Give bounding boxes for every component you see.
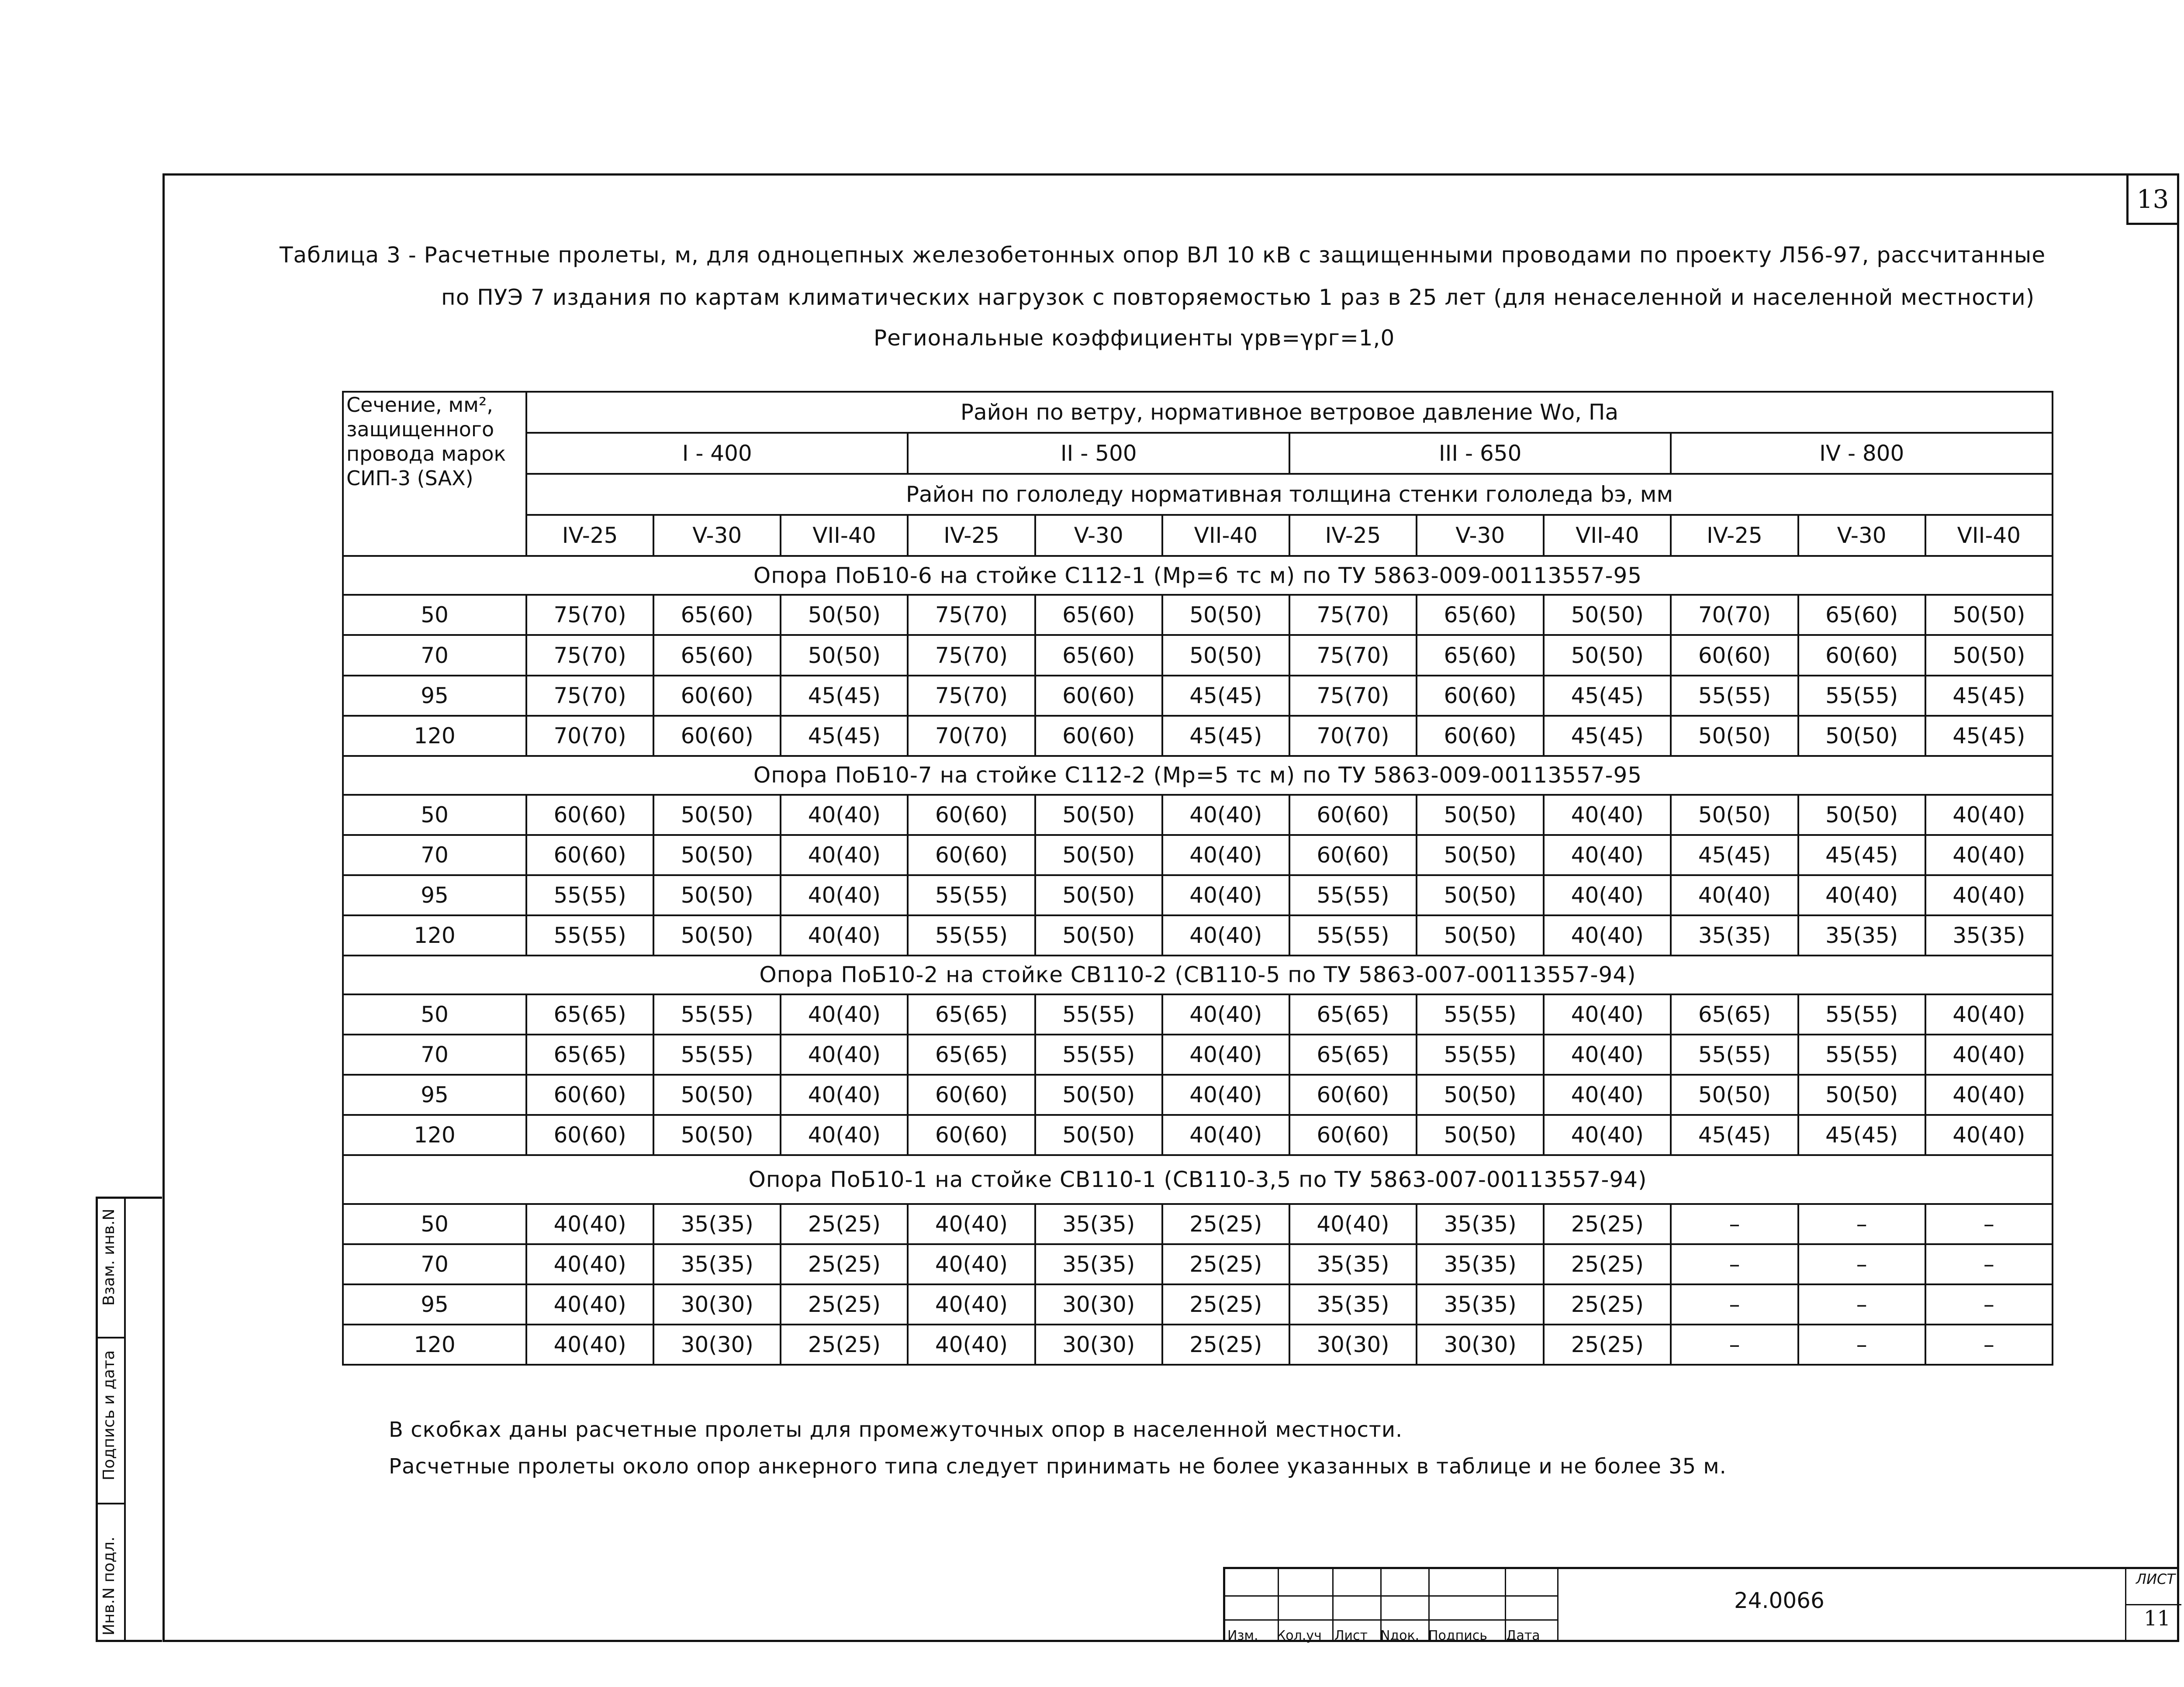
span-value-cell: 50(50) xyxy=(653,795,781,835)
span-value-cell: 75(70) xyxy=(526,595,653,635)
span-value-cell: 45(45) xyxy=(1925,676,2053,716)
span-value-cell: 35(35) xyxy=(1417,1244,1544,1284)
span-value-cell: 50(50) xyxy=(653,875,781,915)
span-value-cell: 25(25) xyxy=(1162,1204,1289,1244)
wind-district: III - 650 xyxy=(1289,433,1671,474)
span-value-cell: 40(40) xyxy=(908,1204,1035,1244)
span-value-cell: 50(50) xyxy=(1417,1075,1544,1115)
stamp-inv-original: Инв.N подл. xyxy=(100,1536,118,1635)
span-value-cell: 60(60) xyxy=(526,1115,653,1155)
wind-district: IV - 800 xyxy=(1671,433,2053,474)
span-value-cell: 60(60) xyxy=(653,716,781,756)
span-value-cell: 40(40) xyxy=(781,795,908,835)
ice-column-header: V-30 xyxy=(653,515,781,556)
span-value-cell: 65(60) xyxy=(653,595,781,635)
span-value-cell: 65(65) xyxy=(908,1035,1035,1075)
span-value-cell: 55(55) xyxy=(1671,1035,1798,1075)
span-value-cell: 50(50) xyxy=(653,915,781,956)
span-value-cell: 50(50) xyxy=(1544,635,1671,675)
span-value-cell: 25(25) xyxy=(781,1284,908,1325)
table-row xyxy=(343,716,2053,756)
span-value-cell: – xyxy=(1671,1284,1798,1325)
support-group-title: Опора ПоБ10-2 на стойке СВ110-2 (СВ110-5 по ТУ 5863-007-00113557-94) xyxy=(343,956,2053,994)
span-value-cell: 60(60) xyxy=(908,835,1035,875)
span-value-cell: 50(50) xyxy=(1417,795,1544,835)
span-value-cell: 40(40) xyxy=(1544,1035,1671,1075)
span-value-cell: 50(50) xyxy=(1544,595,1671,635)
wind-district: II - 500 xyxy=(908,433,1289,474)
span-value-cell: 40(40) xyxy=(1925,994,2053,1035)
table-row xyxy=(343,595,2053,635)
span-value-cell: 50(50) xyxy=(1162,635,1289,675)
span-value-cell: 55(55) xyxy=(908,875,1035,915)
table-row xyxy=(343,875,2053,915)
corner-header: Сечение, мм², защищенного провода марок СИП-3 (SAX) xyxy=(343,392,526,556)
span-value-cell: 55(55) xyxy=(908,915,1035,956)
span-value-cell: 65(60) xyxy=(1035,635,1162,675)
span-value-cell: – xyxy=(1671,1325,1798,1365)
span-value-cell: 40(40) xyxy=(1925,795,2053,835)
span-value-cell: 55(55) xyxy=(1035,1035,1162,1075)
span-value-cell: 65(65) xyxy=(1289,994,1417,1035)
span-value-cell: 60(60) xyxy=(1798,635,1925,675)
span-value-cell: 45(45) xyxy=(1798,835,1925,875)
span-value-cell: 40(40) xyxy=(908,1244,1035,1284)
span-value-cell: 55(55) xyxy=(1035,994,1162,1035)
span-value-cell: 35(35) xyxy=(1798,915,1925,956)
span-value-cell: 65(60) xyxy=(1035,595,1162,635)
span-value-cell: 35(35) xyxy=(1671,915,1798,956)
span-value-cell: 45(45) xyxy=(1798,1115,1925,1155)
span-value-cell: 25(25) xyxy=(781,1244,908,1284)
span-value-cell: 40(40) xyxy=(781,835,908,875)
span-value-cell: 50(50) xyxy=(653,835,781,875)
span-value-cell: 50(50) xyxy=(1417,875,1544,915)
span-value-cell: 50(50) xyxy=(1671,1075,1798,1115)
span-value-cell: 60(60) xyxy=(908,1075,1035,1115)
span-value-cell: 50(50) xyxy=(1798,795,1925,835)
span-value-cell: 40(40) xyxy=(526,1284,653,1325)
section-cell: 120 xyxy=(343,1115,526,1155)
span-value-cell: 60(60) xyxy=(1671,635,1798,675)
span-value-cell: 40(40) xyxy=(1544,875,1671,915)
span-value-cell: 60(60) xyxy=(653,676,781,716)
span-value-cell: 50(50) xyxy=(781,595,908,635)
span-value-cell: 50(50) xyxy=(653,1075,781,1115)
tb-label-podpis: Подпись xyxy=(1428,1628,1487,1643)
span-value-cell: 25(25) xyxy=(1544,1204,1671,1244)
span-value-cell: 30(30) xyxy=(1035,1284,1162,1325)
span-value-cell: 45(45) xyxy=(1925,716,2053,756)
span-value-cell: 65(60) xyxy=(1417,595,1544,635)
span-value-cell: 55(55) xyxy=(1417,994,1544,1035)
span-value-cell: – xyxy=(1925,1284,2053,1325)
span-value-cell: 50(50) xyxy=(1162,595,1289,635)
span-value-cell: 55(55) xyxy=(1289,875,1417,915)
span-value-cell: 50(50) xyxy=(1925,635,2053,675)
span-value-cell: 60(60) xyxy=(1289,795,1417,835)
span-value-cell: 75(70) xyxy=(908,676,1035,716)
span-value-cell: 60(60) xyxy=(526,1075,653,1115)
ice-column-header: IV-25 xyxy=(1289,515,1417,556)
span-value-cell: 55(55) xyxy=(653,1035,781,1075)
span-value-cell: 25(25) xyxy=(1544,1284,1671,1325)
span-value-cell: 50(50) xyxy=(1417,835,1544,875)
span-value-cell: 50(50) xyxy=(1671,795,1798,835)
span-value-cell: 60(60) xyxy=(1035,676,1162,716)
section-cell: 50 xyxy=(343,595,526,635)
table-row xyxy=(343,1244,2053,1284)
span-value-cell: 40(40) xyxy=(908,1284,1035,1325)
span-value-cell: 65(65) xyxy=(908,994,1035,1035)
span-value-cell: 55(55) xyxy=(653,994,781,1035)
section-cell: 95 xyxy=(343,676,526,716)
ice-column-header: VII-40 xyxy=(1544,515,1671,556)
section-cell: 70 xyxy=(343,835,526,875)
table-title-line3: Региональные коэффициенты γрв=γрг=1,0 xyxy=(874,325,1395,351)
tb-label-data: Дата xyxy=(1506,1628,1540,1643)
section-cell: 95 xyxy=(343,1284,526,1325)
span-value-cell: 25(25) xyxy=(781,1204,908,1244)
span-value-cell: 40(40) xyxy=(1544,915,1671,956)
span-value-cell: 60(60) xyxy=(1289,1115,1417,1155)
span-value-cell: 35(35) xyxy=(1417,1284,1544,1325)
span-value-cell: 45(45) xyxy=(1162,676,1289,716)
table-row xyxy=(343,994,2053,1035)
span-value-cell: 40(40) xyxy=(1925,1075,2053,1115)
stamp-vzam-inv: Взам. инв.N xyxy=(100,1208,118,1306)
span-value-cell: 40(40) xyxy=(1671,875,1798,915)
span-value-cell: 45(45) xyxy=(1671,835,1798,875)
table-row xyxy=(343,915,2053,956)
ice-column-header: VII-40 xyxy=(1925,515,2053,556)
span-value-cell: – xyxy=(1925,1204,2053,1244)
section-cell: 70 xyxy=(343,1244,526,1284)
span-value-cell: 40(40) xyxy=(1925,1115,2053,1155)
span-value-cell: 75(70) xyxy=(908,635,1035,675)
span-value-cell: 40(40) xyxy=(1544,1115,1671,1155)
ice-header: Район по гололеду нормативная толщина стенки гололеда bэ, мм xyxy=(526,474,2053,515)
table-row xyxy=(343,676,2053,716)
span-value-cell: 25(25) xyxy=(1544,1325,1671,1365)
table-row xyxy=(343,1204,2053,1244)
table-row xyxy=(343,835,2053,875)
span-value-cell: 75(70) xyxy=(1289,595,1417,635)
span-value-cell: 35(35) xyxy=(1417,1204,1544,1244)
span-value-cell: 25(25) xyxy=(781,1325,908,1365)
span-value-cell: 55(55) xyxy=(526,875,653,915)
tb-label-ndok: Nдок. xyxy=(1380,1628,1420,1643)
span-value-cell: 75(70) xyxy=(526,635,653,675)
span-value-cell: 40(40) xyxy=(1925,875,2053,915)
span-value-cell: 65(60) xyxy=(653,635,781,675)
span-value-cell: 75(70) xyxy=(1289,635,1417,675)
span-value-cell: 65(60) xyxy=(1798,595,1925,635)
span-value-cell: 40(40) xyxy=(1925,1035,2053,1075)
table-title-line2: по ПУЭ 7 издания по картам климатических нагрузок с повторяемостью 1 раз в 25 лет (для ненаселенной и населенной местности) xyxy=(441,285,2035,310)
span-value-cell: 25(25) xyxy=(1162,1244,1289,1284)
span-value-cell: 50(50) xyxy=(1417,915,1544,956)
ice-column-header: IV-25 xyxy=(526,515,653,556)
span-value-cell: 65(60) xyxy=(1417,635,1544,675)
span-value-cell: 50(50) xyxy=(1035,915,1162,956)
wind-header: Район по ветру, нормативное ветровое давление Wо, Па xyxy=(526,392,2053,433)
support-group-title: Опора ПоБ10-6 на стойке С112-1 (Мр=6 тс м) по ТУ 5863-009-00113557-95 xyxy=(343,556,2053,595)
section-cell: 50 xyxy=(343,994,526,1035)
span-value-cell: 35(35) xyxy=(1035,1244,1162,1284)
span-value-cell: 40(40) xyxy=(1798,875,1925,915)
span-value-cell: – xyxy=(1671,1244,1798,1284)
span-value-cell: 35(35) xyxy=(1289,1244,1417,1284)
span-value-cell: 35(35) xyxy=(1925,915,2053,956)
span-value-cell: 40(40) xyxy=(1162,1115,1289,1155)
span-value-cell: 55(55) xyxy=(1798,676,1925,716)
span-value-cell: 45(45) xyxy=(1671,1115,1798,1155)
span-value-cell: 50(50) xyxy=(653,1115,781,1155)
span-value-cell: 40(40) xyxy=(908,1325,1035,1365)
span-value-cell: 65(65) xyxy=(1289,1035,1417,1075)
span-value-cell: 40(40) xyxy=(1544,1075,1671,1115)
span-value-cell: – xyxy=(1798,1204,1925,1244)
span-value-cell: – xyxy=(1925,1244,2053,1284)
span-value-cell: 60(60) xyxy=(1417,676,1544,716)
span-value-cell: 70(70) xyxy=(1289,716,1417,756)
span-value-cell: 50(50) xyxy=(1671,716,1798,756)
span-value-cell: 55(55) xyxy=(1798,1035,1925,1075)
span-value-cell: 40(40) xyxy=(1162,795,1289,835)
table-row xyxy=(343,795,2053,835)
span-value-cell: 75(70) xyxy=(908,595,1035,635)
span-value-cell: 50(50) xyxy=(1798,1075,1925,1115)
ice-column-header: V-30 xyxy=(1417,515,1544,556)
span-value-cell: 50(50) xyxy=(1035,875,1162,915)
span-value-cell: 45(45) xyxy=(781,716,908,756)
span-value-cell: 45(45) xyxy=(1544,676,1671,716)
table-row xyxy=(343,1035,2053,1075)
span-value-cell: 65(65) xyxy=(1671,994,1798,1035)
span-value-cell: 55(55) xyxy=(526,915,653,956)
note-brackets: В скобках даны расчетные пролеты для промежуточных опор в населенной местности. xyxy=(389,1418,1403,1442)
span-value-cell: 30(30) xyxy=(1417,1325,1544,1365)
span-value-cell: 40(40) xyxy=(1162,1035,1289,1075)
span-value-cell: 30(30) xyxy=(1289,1325,1417,1365)
support-group-title: Опора ПоБ10-1 на стойке СВ110-1 (СВ110-3,5 по ТУ 5863-007-00113557-94) xyxy=(343,1155,2053,1204)
span-value-cell: 50(50) xyxy=(1035,1115,1162,1155)
span-value-cell: 35(35) xyxy=(1035,1204,1162,1244)
span-value-cell: 40(40) xyxy=(781,1035,908,1075)
span-value-cell: 60(60) xyxy=(1289,835,1417,875)
ice-column-header: VII-40 xyxy=(781,515,908,556)
section-cell: 120 xyxy=(343,915,526,956)
span-value-cell: 40(40) xyxy=(1162,835,1289,875)
sheet-number: 11 xyxy=(2144,1606,2171,1631)
span-value-cell: 75(70) xyxy=(1289,676,1417,716)
ice-column-header: VII-40 xyxy=(1162,515,1289,556)
section-cell: 50 xyxy=(343,795,526,835)
span-value-cell: 35(35) xyxy=(653,1244,781,1284)
span-value-cell: 35(35) xyxy=(653,1204,781,1244)
span-value-cell: 40(40) xyxy=(1544,835,1671,875)
section-cell: 95 xyxy=(343,875,526,915)
section-cell: 95 xyxy=(343,1075,526,1115)
span-value-cell: 40(40) xyxy=(781,1115,908,1155)
span-value-cell: – xyxy=(1798,1325,1925,1365)
span-value-cell: 50(50) xyxy=(1417,1115,1544,1155)
stamp-signature-date: Подпись и дата xyxy=(100,1350,118,1480)
span-value-cell: 50(50) xyxy=(1035,1075,1162,1115)
span-value-cell: 70(70) xyxy=(908,716,1035,756)
support-group-title: Опора ПоБ10-7 на стойке С112-2 (Мр=5 тс м) по ТУ 5863-009-00113557-95 xyxy=(343,756,2053,795)
table-row xyxy=(343,1284,2053,1325)
side-stamp xyxy=(96,1197,162,1642)
section-cell: 70 xyxy=(343,635,526,675)
span-value-cell: 60(60) xyxy=(908,1115,1035,1155)
section-cell: 70 xyxy=(343,1035,526,1075)
span-value-cell: 45(45) xyxy=(781,676,908,716)
span-value-cell: 35(35) xyxy=(1289,1284,1417,1325)
ice-column-header: IV-25 xyxy=(1671,515,1798,556)
tb-label-kol-uch: Кол.уч xyxy=(1276,1628,1322,1643)
span-value-cell: 45(45) xyxy=(1162,716,1289,756)
span-value-cell: 50(50) xyxy=(781,635,908,675)
span-value-cell: 55(55) xyxy=(1671,676,1798,716)
document-code: 24.0066 xyxy=(1734,1588,1825,1613)
span-value-cell: 50(50) xyxy=(1925,595,2053,635)
span-value-cell: 40(40) xyxy=(781,915,908,956)
span-value-cell: 25(25) xyxy=(1162,1325,1289,1365)
span-value-cell: 60(60) xyxy=(1289,1075,1417,1115)
span-value-cell: – xyxy=(1925,1325,2053,1365)
section-cell: 50 xyxy=(343,1204,526,1244)
tb-label-izm: Изм. xyxy=(1227,1628,1258,1643)
span-value-cell: 30(30) xyxy=(1035,1325,1162,1365)
span-value-cell: 40(40) xyxy=(781,875,908,915)
span-value-cell: – xyxy=(1798,1244,1925,1284)
span-value-cell: 40(40) xyxy=(1925,835,2053,875)
span-value-cell: 40(40) xyxy=(1289,1204,1417,1244)
span-value-cell: 40(40) xyxy=(1162,875,1289,915)
span-value-cell: 75(70) xyxy=(526,676,653,716)
span-value-cell: 50(50) xyxy=(1798,716,1925,756)
wind-district: I - 400 xyxy=(526,433,908,474)
ice-column-header: V-30 xyxy=(1035,515,1162,556)
span-value-cell: 50(50) xyxy=(1035,835,1162,875)
span-value-cell: 70(70) xyxy=(1671,595,1798,635)
table-row xyxy=(343,1115,2053,1155)
table-title-line1: Таблица 3 - Расчетные пролеты, м, для одноцепных железобетонных опор ВЛ 10 кВ с защищенными проводами по проекту Л56-97, рассчитанные xyxy=(280,242,2046,268)
span-value-cell: 70(70) xyxy=(526,716,653,756)
ice-column-header: IV-25 xyxy=(908,515,1035,556)
span-value-cell: 55(55) xyxy=(1417,1035,1544,1075)
table-row xyxy=(343,635,2053,675)
span-value-cell: 45(45) xyxy=(1544,716,1671,756)
section-cell: 120 xyxy=(343,716,526,756)
section-cell: 120 xyxy=(343,1325,526,1365)
span-value-cell: 40(40) xyxy=(526,1204,653,1244)
table-row xyxy=(343,1325,2053,1365)
span-value-cell: 40(40) xyxy=(781,1075,908,1115)
span-value-cell: – xyxy=(1671,1204,1798,1244)
span-value-cell: 55(55) xyxy=(1798,994,1925,1035)
span-value-cell: 55(55) xyxy=(1289,915,1417,956)
span-value-cell: 65(65) xyxy=(526,1035,653,1075)
span-value-cell: 40(40) xyxy=(1162,915,1289,956)
span-value-cell: 40(40) xyxy=(526,1244,653,1284)
span-value-cell: 25(25) xyxy=(1162,1284,1289,1325)
span-value-cell: 60(60) xyxy=(1035,716,1162,756)
sheet-label: ЛИСТ xyxy=(2136,1571,2175,1587)
span-value-cell: 30(30) xyxy=(653,1284,781,1325)
span-value-cell: 25(25) xyxy=(1544,1244,1671,1284)
tb-label-list: Лист xyxy=(1334,1628,1368,1643)
span-value-cell: 50(50) xyxy=(1035,795,1162,835)
note-anchor-spans: Расчетные пролеты около опор анкерного типа следует принимать не более указанных в таблице и не более 35 м. xyxy=(389,1454,1727,1479)
span-value-cell: 40(40) xyxy=(1162,994,1289,1035)
table-row xyxy=(343,1075,2053,1115)
span-value-cell: 60(60) xyxy=(526,795,653,835)
span-value-cell: 40(40) xyxy=(1544,795,1671,835)
span-value-cell: 40(40) xyxy=(526,1325,653,1365)
span-value-cell: 30(30) xyxy=(653,1325,781,1365)
span-value-cell: 40(40) xyxy=(1544,994,1671,1035)
span-value-cell: 60(60) xyxy=(526,835,653,875)
span-value-cell: 40(40) xyxy=(1162,1075,1289,1115)
span-value-cell: 40(40) xyxy=(781,994,908,1035)
page-number: 13 xyxy=(2126,173,2179,225)
span-value-cell: 60(60) xyxy=(908,795,1035,835)
span-value-cell: – xyxy=(1798,1284,1925,1325)
span-value-cell: 60(60) xyxy=(1417,716,1544,756)
spans-table xyxy=(342,391,2053,1366)
ice-column-header: V-30 xyxy=(1798,515,1925,556)
span-value-cell: 65(65) xyxy=(526,994,653,1035)
